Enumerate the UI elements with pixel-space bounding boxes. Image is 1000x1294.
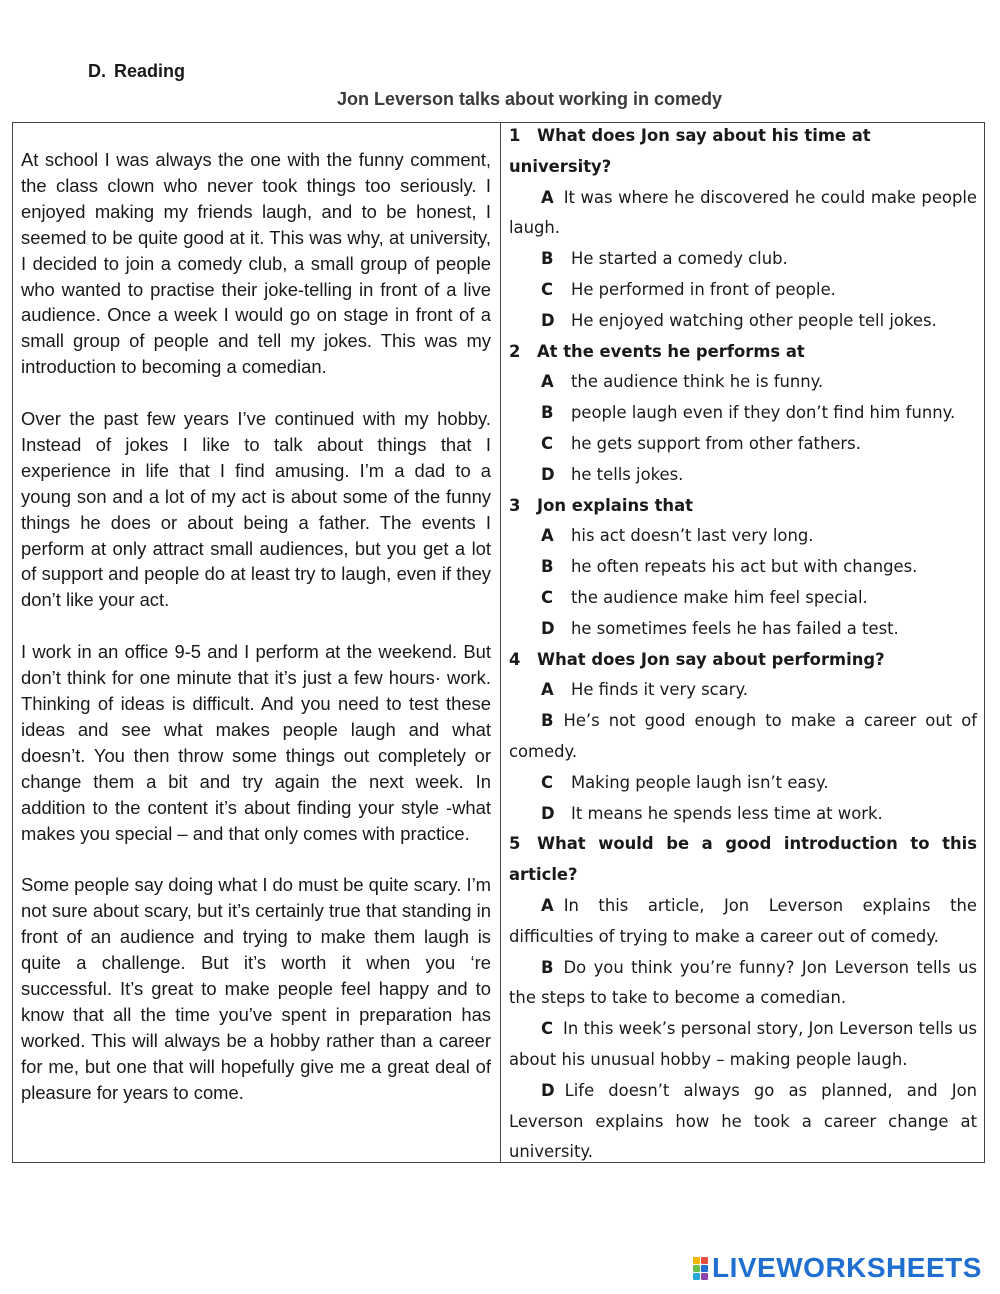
- logo-square-icon: [693, 1257, 700, 1264]
- option-text: In this article, Jon Leverson explains the difficulties of trying to make a career out of comedy.: [509, 895, 977, 946]
- question-text: What does Jon say about performing?: [537, 649, 885, 669]
- logo-square-icon: [701, 1257, 708, 1264]
- option-text: He started a comedy club.: [571, 249, 788, 269]
- option-letter: A: [541, 187, 554, 207]
- passage-paragraph-1: At school I was always the one with the funny comment, the class clown who never took things too seriously. I enjoyed making my friends laugh, and to be honest, I seemed to be quite good at it. This was why, at university, I decided to join a comedy club, a small group of people who wanted to practise their joke-telling in front of a live audience. Once a week I would go on stage in front of a small group of people and tell my jokes. This was my introduction to becoming a comedian.: [21, 149, 491, 378]
- option-letter: A: [541, 680, 554, 700]
- option-text: the audience think he is funny.: [571, 372, 824, 392]
- question-2-option-c[interactable]: [509, 429, 977, 460]
- question-text: What would be a good introduction to this article?: [509, 834, 977, 885]
- option-letter: C: [541, 433, 554, 453]
- option-letter: A: [541, 526, 554, 546]
- question-5-option-d[interactable]: [509, 1076, 977, 1168]
- option-letter: B: [541, 249, 554, 269]
- option-text: the audience make him feel special.: [571, 587, 868, 607]
- question-1-option-c[interactable]: [509, 275, 977, 306]
- option-letter: D: [541, 310, 555, 330]
- question-number: 1: [509, 126, 521, 145]
- question-1-option-a[interactable]: [509, 183, 977, 245]
- reading-passage: [21, 147, 491, 1131]
- option-text: Making people laugh isn’t easy.: [571, 772, 829, 792]
- question-5-option-a[interactable]: [509, 891, 977, 953]
- option-text: It was where he discovered he could make people laugh.: [509, 187, 977, 238]
- option-text: he tells jokes.: [571, 464, 684, 484]
- question-3-option-c[interactable]: [509, 583, 977, 614]
- logo-square-icon: [693, 1273, 700, 1280]
- question-3-option-d[interactable]: [509, 614, 977, 645]
- option-text: He enjoyed watching other people tell jokes.: [571, 310, 937, 330]
- question-text: At the events he performs at: [537, 341, 805, 361]
- section-label: Reading: [114, 61, 186, 81]
- option-letter: D: [541, 1080, 555, 1100]
- option-letter: B: [541, 403, 554, 423]
- liveworksheets-logo[interactable]: [693, 1252, 982, 1284]
- question-5-option-b[interactable]: [509, 953, 977, 1015]
- option-text: he often repeats his act but with changes.: [571, 557, 918, 577]
- liveworksheets-icon: [693, 1257, 708, 1280]
- option-text: he sometimes feels he has failed a test.: [571, 618, 899, 638]
- section-heading: [88, 61, 185, 82]
- passage-paragraph-2: Over the past few years I’ve continued with my hobby. Instead of jokes I like to talk about things that I experience in life that I find amusing. I’m a dad to a young son and a lot of my act is about some of the funny things he does or about being a father. The events I perform at only attract small audiences, but you get a lot of support and people do at least try to laugh, even if they don’t like your act.: [21, 408, 491, 611]
- section-letter: D.: [88, 61, 106, 81]
- option-text: he gets support from other fathers.: [571, 433, 861, 453]
- logo-text: LIVEWORKSHEETS: [712, 1252, 982, 1283]
- question-3: [509, 491, 977, 522]
- option-text: his act doesn’t last very long.: [571, 526, 814, 546]
- option-letter: D: [541, 803, 555, 823]
- option-text: He’s not good enough to make a career out of comedy.: [509, 711, 977, 761]
- option-text: people laugh even if they don’t find him funny.: [571, 403, 956, 423]
- question-4-option-b[interactable]: [509, 706, 977, 768]
- logo-square-icon: [701, 1273, 708, 1280]
- question-number: 2: [509, 341, 521, 361]
- question-2-option-d[interactable]: [509, 460, 977, 491]
- question-text: Jon explains that: [537, 495, 693, 515]
- question-5: [509, 829, 977, 891]
- page-title: Jon Leverson talks about working in comedy: [336, 89, 723, 109]
- question-number: 5: [509, 834, 521, 854]
- question-4-option-d[interactable]: [509, 799, 977, 830]
- option-letter: A: [541, 895, 554, 915]
- option-letter: C: [541, 1019, 554, 1039]
- option-letter: B: [541, 557, 554, 577]
- question-1-option-d[interactable]: [509, 306, 977, 337]
- question-1: [509, 121, 977, 183]
- question-3-option-b[interactable]: [509, 552, 977, 583]
- logo-square-icon: [701, 1265, 708, 1272]
- question-text: What does Jon say about his time at university?: [509, 126, 871, 176]
- question-2-option-a[interactable]: [509, 367, 977, 398]
- passage-paragraph-4: Some people say doing what I do must be quite scary. I’m not sure about scary, but it’s certainly true that standing in front of an audience and trying to make them laugh is quite a challenge. But it’s worth it when you ‘re successful. It’s great to make people feel happy and to know that all the time you’ve spent in preparation has worked. This will always be a hobby rather than a career for me, but one that will hopefully give me a great deal of pleasure for years to come.: [21, 874, 491, 1103]
- option-text: Do you think you’re funny? Jon Leverson tells us the steps to take to become a comedian.: [509, 957, 977, 1008]
- question-2-option-b[interactable]: [509, 398, 977, 429]
- question-2: [509, 337, 977, 368]
- question-1-option-b[interactable]: [509, 244, 977, 275]
- question-3-option-a[interactable]: [509, 521, 977, 552]
- passage-paragraph-3: I work in an office 9-5 and I perform at the weekend. But don’t think for one minute that it’s just a few hours· work. Thinking of ideas is difficult. And you need to test these ideas and see what makes people laugh and what doesn’t. You then throw some things out completely or change them a bit and try again the next week. In addition to the content it’s about finding your style -what makes you special – and that only comes with practice.: [21, 641, 491, 844]
- column-divider: [500, 122, 501, 1163]
- option-text: It means he spends less time at work.: [571, 803, 883, 823]
- option-letter: D: [541, 464, 555, 484]
- question-4: [509, 645, 977, 676]
- option-letter: D: [541, 618, 555, 638]
- questions-column: [509, 121, 977, 1168]
- option-text: Life doesn’t always go as planned, and Jon Leverson explains how he took a career change at university.: [509, 1080, 977, 1162]
- option-letter: C: [541, 279, 554, 299]
- question-5-option-c[interactable]: [509, 1014, 977, 1076]
- option-letter: B: [541, 957, 554, 977]
- option-text: In this week’s personal story, Jon Leverson tells us about his unusual hobby – making people laugh.: [509, 1019, 977, 1069]
- option-letter: B: [541, 711, 554, 731]
- question-4-option-a[interactable]: [509, 675, 977, 706]
- question-number: 3: [509, 495, 521, 515]
- logo-square-icon: [693, 1265, 700, 1272]
- question-number: 4: [509, 649, 521, 669]
- option-letter: C: [541, 587, 554, 607]
- option-letter: C: [541, 772, 554, 792]
- question-4-option-c[interactable]: [509, 768, 977, 799]
- option-letter: A: [541, 372, 554, 392]
- option-text: He finds it very scary.: [571, 680, 749, 700]
- option-text: He performed in front of people.: [571, 279, 836, 299]
